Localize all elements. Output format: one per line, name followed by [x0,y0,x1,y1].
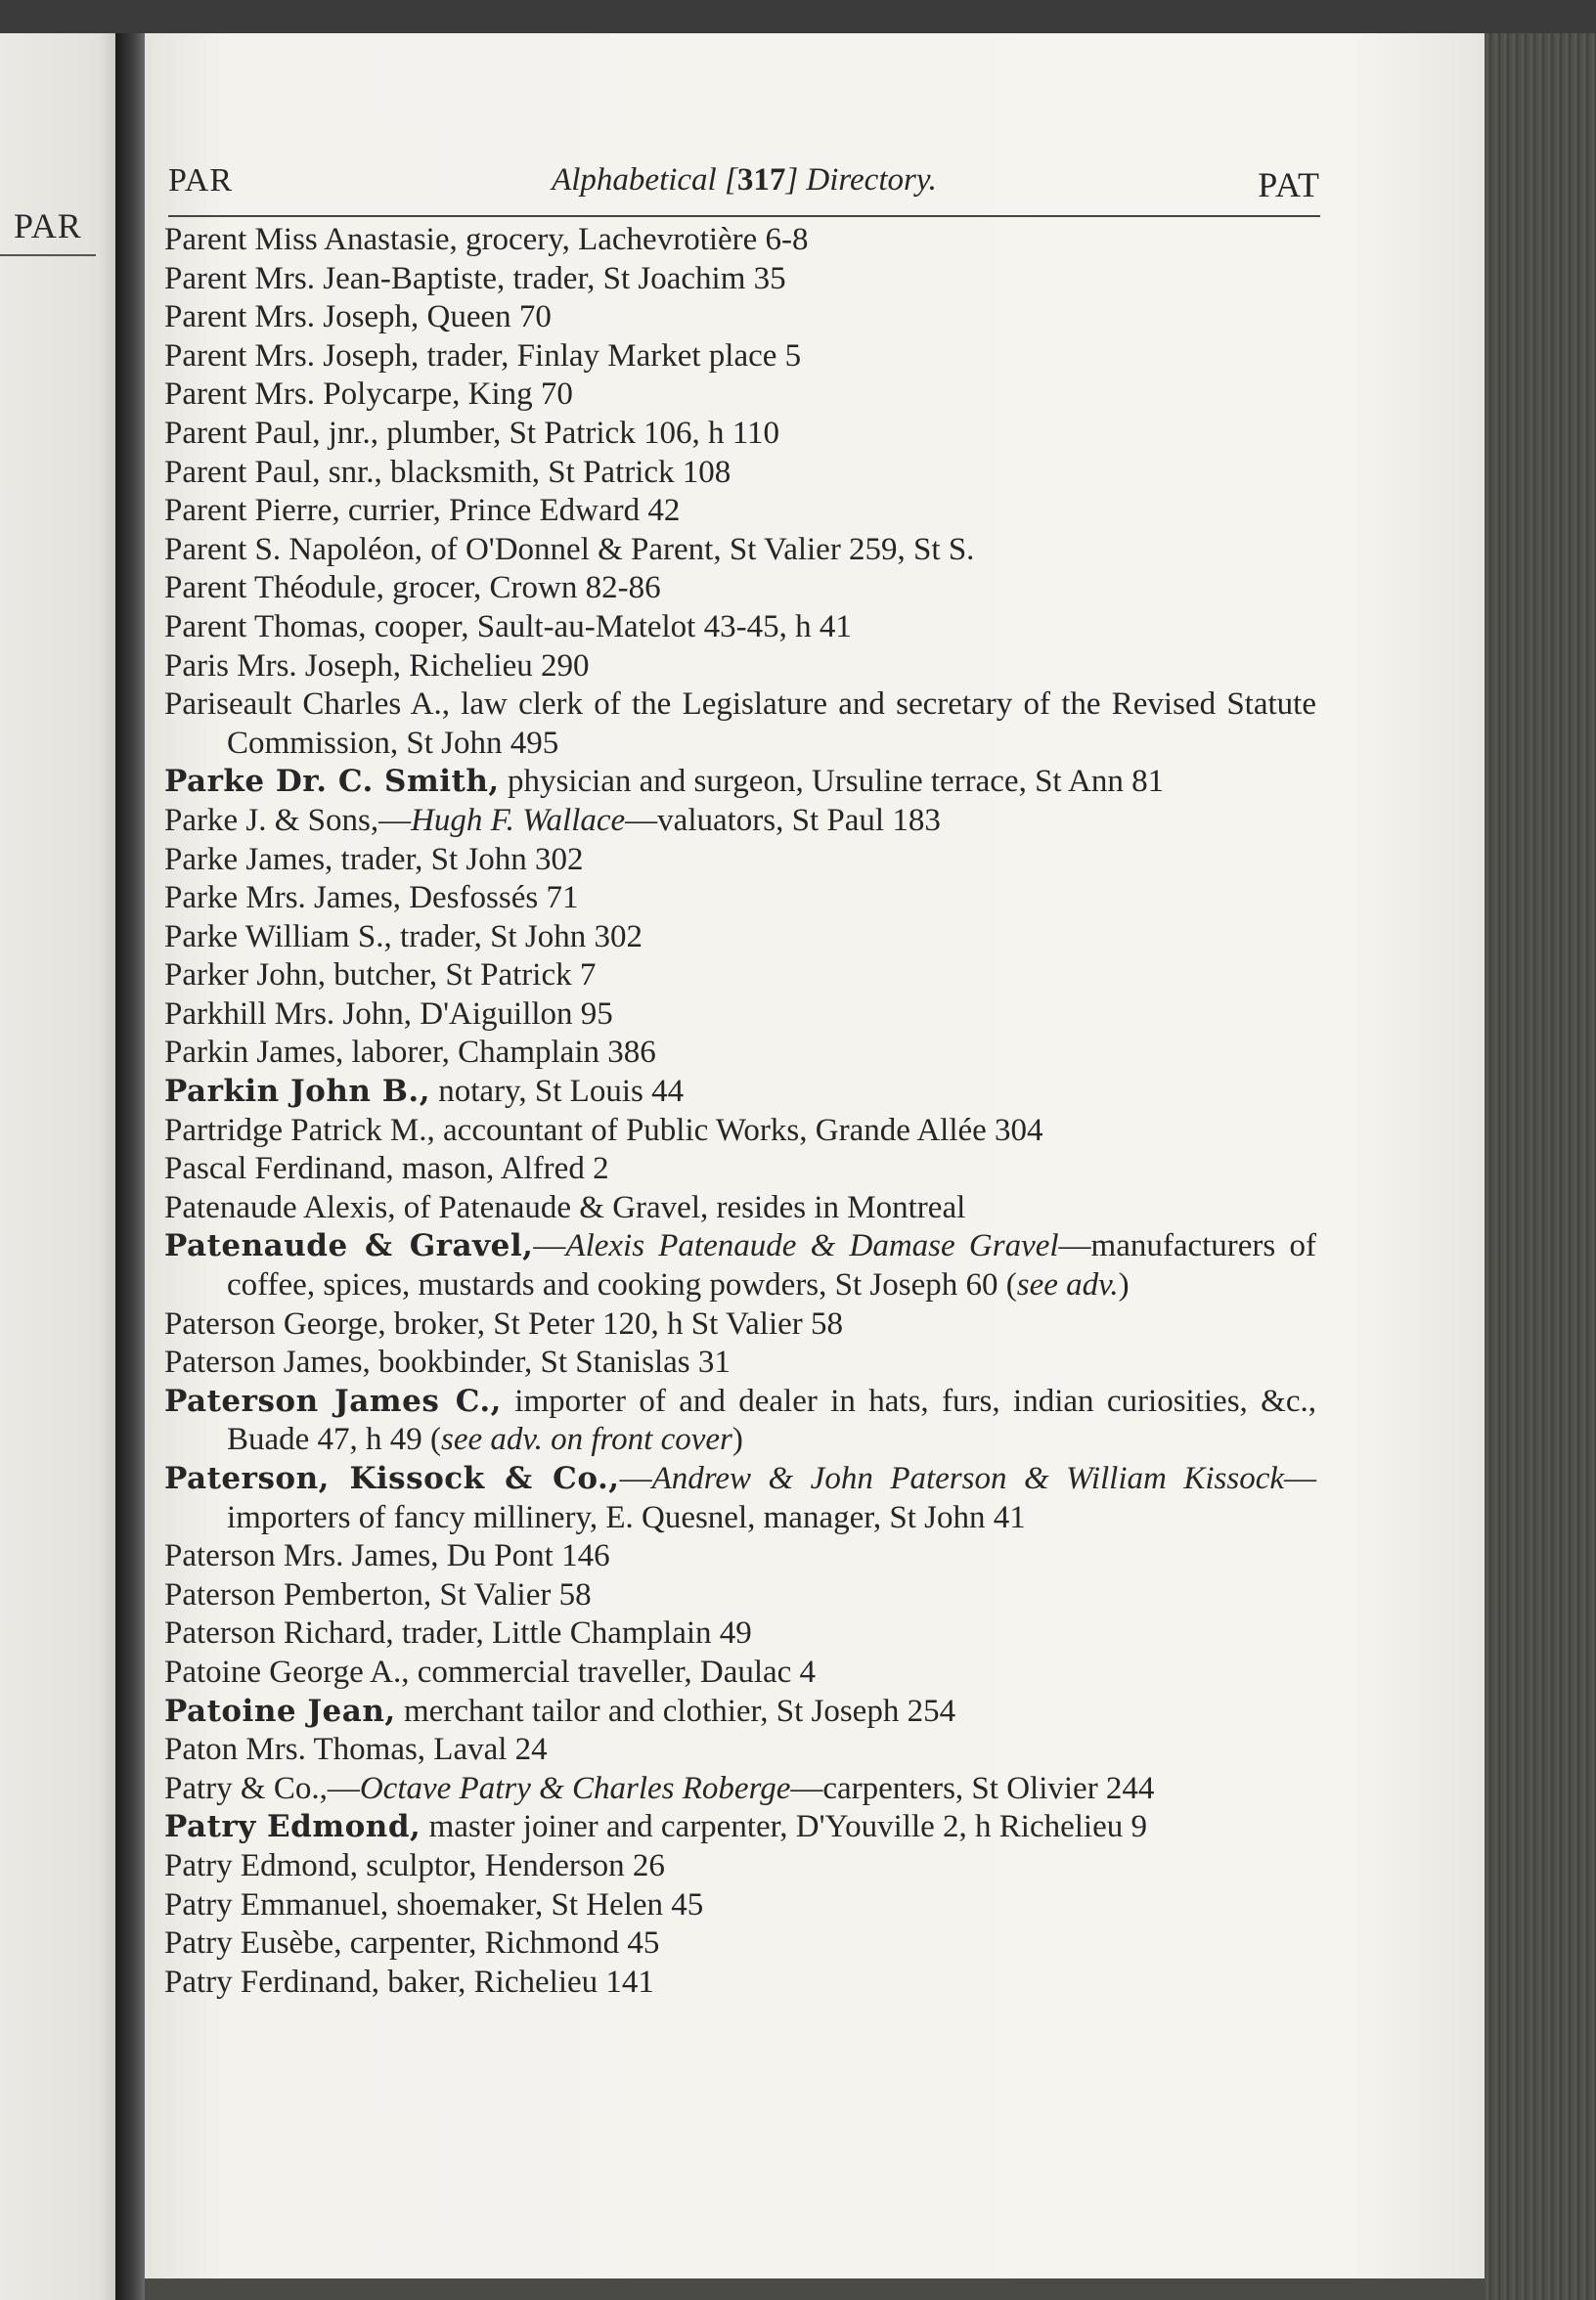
directory-entry [164,1227,1316,1305]
entry-text: Pariseault Charles A., law clerk of the Legislature and secretary of the Revised Statute Commission, St John 495 [164,686,1316,761]
directory-entry [164,1344,1316,1383]
entry-text: Patry & Co.,— [164,1770,360,1806]
entry-text: Parent Théodule, grocer, Crown 82-86 [164,570,661,606]
entry-text: Patry Emmanuel, shoemaker, St Helen 45 [164,1886,704,1923]
entry-text: Pascal Ferdinand, mason, Alfred 2 [164,1151,609,1187]
directory-entry [164,298,1316,337]
directory-entry [164,1189,1316,1228]
entry-italic: Octave Patry & Charles Roberge [359,1770,791,1806]
running-header [168,156,1320,203]
entry-text: Partridge Patrick M., accountant of Public Works, Grande Allée 304 [164,1112,1043,1148]
entry-text: Paterson Pemberton, St Valier 58 [164,1576,592,1613]
entry-text: Parent Paul, jnr., plumber, St Patrick 106, h 110 [164,415,779,451]
entry-text: Parkhill Mrs. John, D'Aiguillon 95 [164,995,613,1032]
directory-entry [164,1693,1316,1732]
directory-entry [164,1112,1316,1151]
entry-name-bold: Patoine Jean, [164,1693,396,1729]
entry-text: master joiner and carpenter, D'Youville 2, h Richelieu 9 [421,1809,1147,1845]
entry-text: Parent Miss Anastasie, grocery, Lachevrotière 6-8 [164,222,809,257]
entry-text: Patry Eusèbe, carpenter, Richmond 45 [164,1925,660,1962]
previous-page-rule [0,254,96,256]
directory-entry [164,1150,1316,1189]
directory-entry [164,1460,1316,1537]
entry-text: Patry Ferdinand, baker, Richelieu 141 [164,1964,654,2000]
entry-italic: Alexis Patenaude & Damase Gravel [565,1228,1059,1264]
directory-entry [164,1305,1316,1345]
directory-entry [164,608,1316,647]
directory-entry [164,1537,1316,1576]
entry-text: Paterson Mrs. James, Du Pont 146 [164,1538,610,1574]
entry-text: Patry Edmond, sculptor, Henderson 26 [164,1847,665,1883]
entry-text: Parent Pierre, currier, Prince Edward 42 [164,493,681,529]
entry-text: —importers of fancy millinery, E. Quesnel, manager, St John 41 [227,1461,1317,1535]
directory-entries [164,221,1316,2002]
entry-italic: see adv. [1016,1267,1119,1304]
previous-page-header: PAR [14,206,82,245]
entry-text: Paton Mrs. Thomas, Laval 24 [164,1732,548,1768]
entry-name-bold: Parke Dr. C. Smith, [164,764,500,800]
page-stack-edge [1485,33,1596,2300]
directory-entry [164,956,1316,995]
top-border [0,0,1596,33]
entry-text: Parent Mrs. Polycarpe, King 70 [164,376,573,413]
directory-entry [164,1964,1316,2003]
header-title [168,162,1320,199]
entry-text: — [533,1228,566,1264]
entry-text: Parke J. & Sons,— [164,802,412,838]
entry-italic: Andrew & John Paterson & William Kissock [651,1461,1285,1496]
book-gutter [115,33,145,2300]
directory-entry [164,454,1316,493]
entry-text: Parker John, butcher, St Patrick 7 [164,957,597,994]
entry-text: Parent S. Napoléon, of O'Donnel & Parent, St Valier 259, St S. [164,531,975,567]
entry-text: ) [1118,1267,1130,1304]
directory-entry [164,221,1316,260]
bottom-border [145,2278,1485,2300]
directory-entry [164,1924,1316,1964]
directory-entry [164,841,1316,880]
directory-entry [164,1576,1316,1615]
directory-entry [164,1731,1316,1770]
entry-text: Parent Thomas, cooper, Sault-au-Matelot 43-45, h 41 [164,608,852,644]
entry-text: Parke James, trader, St John 302 [164,841,584,877]
entry-text: —carpenters, St Olivier 244 [790,1770,1155,1806]
entry-text: — [619,1461,652,1496]
directory-entry [164,1614,1316,1654]
entry-name-bold: Paterson, Kissock & Co., [164,1461,620,1496]
directory-entry [164,337,1316,376]
entry-text: Parke William S., trader, St John 302 [164,918,643,954]
directory-entry [164,802,1316,841]
header-rule [168,215,1320,217]
entry-name-bold: Paterson James C., [164,1383,502,1419]
entry-name-bold: Parkin John B., [164,1074,430,1110]
directory-entry [164,918,1316,957]
directory-entry [164,1808,1316,1847]
directory-entry [164,879,1316,918]
entry-name-bold: Patenaude & Gravel, [164,1228,534,1264]
directory-entry [164,1034,1316,1073]
entry-italic: Hugh F. Wallace [411,802,626,838]
entry-text: Parent Mrs. Jean-Baptiste, trader, St Joachim 35 [164,260,786,296]
entry-text: Paterson George, broker, St Peter 120, h St Valier 58 [164,1305,844,1342]
entry-text: Parke Mrs. James, Desfossés 71 [164,880,579,916]
directory-entry [164,531,1316,570]
entry-text: physician and surgeon, Ursuline terrace, St Ann 81 [499,764,1165,800]
entry-text: Paterson Richard, trader, Little Champlain 49 [164,1615,752,1652]
directory-entry [164,1847,1316,1886]
entry-text: ) [732,1422,743,1458]
entry-name-bold: Patry Edmond, [164,1809,421,1845]
directory-entry [164,647,1316,686]
header-title-after: ] Directory. [785,162,937,198]
entry-text: importer of and dealer in hats, furs, indian curiosities, &c., Buade 47, h 49 ( [227,1383,1316,1458]
header-title-before: Alphabetical [ [552,162,737,198]
directory-entry [164,686,1316,763]
entry-text: —manufacturers of coffee, spices, mustards and cooking powders, St Joseph 60 ( [227,1228,1316,1304]
entry-text: —valuators, St Paul 183 [625,802,941,838]
directory-entry [164,569,1316,608]
entry-text: Paterson James, bookbinder, St Stanislas 31 [164,1345,731,1381]
directory-entry [164,1770,1316,1809]
directory-entry [164,1654,1316,1693]
entry-text: Patoine George A., commercial traveller, Daulac 4 [164,1654,817,1690]
entry-text: Paris Mrs. Joseph, Richelieu 290 [164,647,590,684]
directory-entry [164,260,1316,299]
previous-page-edge [0,33,115,2300]
directory-entry [164,415,1316,454]
entry-text: Parent Paul, snr., blacksmith, St Patrick 108 [164,454,732,490]
header-left-guide-word: PAR [168,162,234,199]
directory-entry [164,376,1316,415]
entry-text: Parent Mrs. Joseph, trader, Finlay Market place 5 [164,337,802,374]
entry-text: Parkin James, laborer, Champlain 386 [164,1035,656,1071]
page-number: 317 [736,162,786,198]
directory-entry [164,1073,1316,1112]
entry-text: merchant tailor and clothier, St Joseph 254 [395,1693,956,1729]
entry-text: notary, St Louis 44 [429,1074,685,1110]
entry-text: Parent Mrs. Joseph, Queen 70 [164,299,552,335]
directory-entry [164,492,1316,531]
directory-entry [164,1886,1316,1925]
entry-italic: see adv. on front cover [441,1422,732,1458]
entry-text: Patenaude Alexis, of Patenaude & Gravel, resides in Montreal [164,1189,966,1225]
directory-entry [164,995,1316,1035]
directory-entry [164,763,1316,802]
header-right-guide-word: PAT [1258,165,1320,204]
directory-entry [164,1383,1316,1460]
